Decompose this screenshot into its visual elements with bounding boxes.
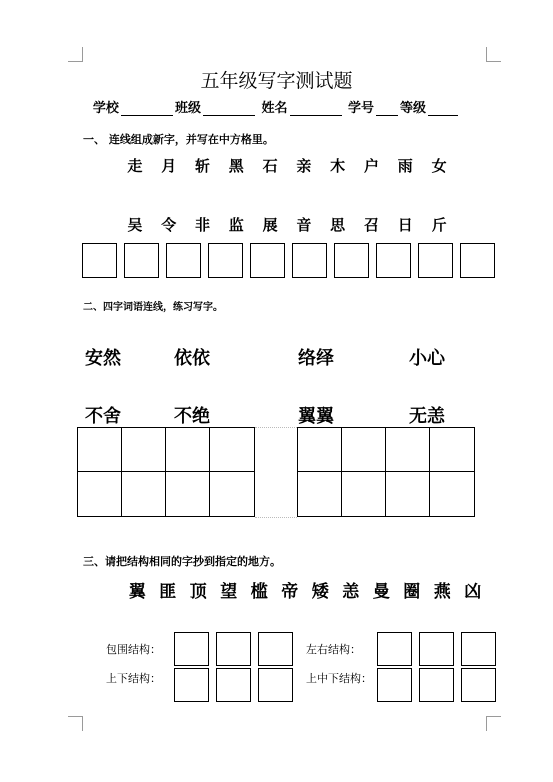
class-blank[interactable] bbox=[203, 102, 255, 116]
page-title: 五年级写字测试题 bbox=[200, 70, 353, 92]
number-label: 学号 bbox=[348, 101, 375, 116]
phrase-row-1-item-4: 小心 bbox=[409, 348, 445, 369]
box-top-mid-bottom-1[interactable] bbox=[377, 668, 412, 702]
box-top-bottom-3[interactable] bbox=[258, 668, 293, 702]
crop-mark-bottom-left bbox=[68, 716, 83, 731]
writing-box-2[interactable] bbox=[124, 243, 159, 278]
structure-char-8: 恙 bbox=[342, 582, 360, 602]
char-row-2-10: 斤 bbox=[431, 216, 447, 234]
box-enclosed-3[interactable] bbox=[258, 632, 293, 666]
char-row-2-8: 召 bbox=[363, 216, 379, 234]
char-row-1-6: 亲 bbox=[296, 157, 312, 175]
structure-char-9: 曼 bbox=[372, 582, 390, 602]
char-row-2-5: 展 bbox=[262, 216, 278, 234]
char-row-1-1: 走 bbox=[127, 157, 143, 175]
char-row-2-1: 吴 bbox=[127, 216, 143, 234]
writing-box-6[interactable] bbox=[292, 243, 327, 278]
label-enclosed-structure: 包围结构： bbox=[106, 643, 161, 656]
char-row-2-4: 监 bbox=[228, 216, 244, 234]
crop-mark-bottom-right bbox=[486, 716, 501, 731]
phrase-row-2-item-3: 翼翼 bbox=[298, 406, 334, 427]
structure-char-10: 圈 bbox=[403, 582, 421, 602]
box-enclosed-2[interactable] bbox=[216, 632, 251, 666]
char-row-1-3: 斩 bbox=[194, 157, 210, 175]
box-top-bottom-2[interactable] bbox=[216, 668, 251, 702]
char-row-1-8: 户 bbox=[363, 157, 379, 175]
char-row-1-10: 女 bbox=[431, 157, 447, 175]
section-1-row-2 bbox=[118, 214, 456, 235]
phrase-row-1-item-1: 安然 bbox=[85, 348, 121, 369]
phrase-row-2-item-2: 不绝 bbox=[174, 406, 210, 427]
school-label: 学校 bbox=[92, 101, 119, 116]
char-row-1-9: 雨 bbox=[397, 157, 413, 175]
char-row-2-3: 非 bbox=[194, 216, 210, 234]
writing-box-3[interactable] bbox=[166, 243, 201, 278]
box-enclosed-1[interactable] bbox=[174, 632, 209, 666]
name-blank[interactable] bbox=[290, 102, 342, 116]
structure-char-3: 顶 bbox=[189, 582, 207, 602]
char-row-2-9: 日 bbox=[397, 216, 413, 234]
phrase-row-2-item-4: 无恙 bbox=[409, 406, 445, 427]
box-top-mid-bottom-3[interactable] bbox=[461, 668, 496, 702]
name-label: 姓名 bbox=[261, 101, 288, 116]
phrase-row-1-item-2: 依依 bbox=[174, 348, 210, 369]
char-row-1-5: 石 bbox=[262, 157, 278, 175]
crop-mark-top-left bbox=[68, 47, 83, 62]
box-top-bottom-1[interactable] bbox=[174, 668, 209, 702]
student-info-line bbox=[0, 97, 553, 116]
grade-label: 等级 bbox=[400, 101, 427, 116]
section-2-heading: 二、四字词语连线，练习写字。 bbox=[83, 302, 223, 313]
phrase-writing-grid-right[interactable] bbox=[297, 427, 475, 517]
char-row-1-7: 木 bbox=[330, 157, 346, 175]
writing-box-5[interactable] bbox=[250, 243, 285, 278]
writing-box-10[interactable] bbox=[460, 243, 495, 278]
writing-box-1[interactable] bbox=[82, 243, 117, 278]
writing-box-9[interactable] bbox=[418, 243, 453, 278]
section-3-characters bbox=[122, 577, 488, 602]
char-row-1-4: 黑 bbox=[228, 157, 244, 175]
school-blank[interactable] bbox=[121, 102, 173, 116]
phrase-writing-grid-left[interactable] bbox=[77, 427, 255, 517]
char-row-2-2: 令 bbox=[161, 216, 177, 234]
grid-connector-dotted bbox=[255, 427, 297, 518]
structure-char-6: 帝 bbox=[281, 582, 299, 602]
class-label: 班级 bbox=[174, 101, 201, 116]
structure-char-5: 槛 bbox=[250, 582, 268, 602]
grade-blank[interactable] bbox=[428, 102, 458, 116]
structure-char-11: 燕 bbox=[433, 582, 451, 602]
phrase-row-2-item-1: 不舍 bbox=[85, 406, 121, 427]
char-row-2-7: 思 bbox=[330, 216, 346, 234]
box-left-right-1[interactable] bbox=[377, 632, 412, 666]
label-top-middle-bottom-structure: 上中下结构： bbox=[306, 672, 372, 685]
writing-box-8[interactable] bbox=[376, 243, 411, 278]
number-blank[interactable] bbox=[376, 102, 398, 116]
structure-char-7: 矮 bbox=[311, 582, 329, 602]
writing-box-4[interactable] bbox=[208, 243, 243, 278]
phrase-row-1-item-3: 络绎 bbox=[298, 348, 334, 369]
char-row-1-2: 月 bbox=[161, 157, 177, 175]
structure-char-2: 匪 bbox=[159, 582, 177, 602]
box-left-right-3[interactable] bbox=[461, 632, 496, 666]
section-1-heading: 一、 连线组成新字，并写在中方格里。 bbox=[83, 133, 274, 146]
crop-mark-top-right bbox=[486, 47, 501, 62]
structure-char-4: 望 bbox=[220, 582, 238, 602]
label-left-right-structure: 左右结构： bbox=[306, 643, 361, 656]
char-row-2-6: 音 bbox=[296, 216, 312, 234]
section-1-row-1 bbox=[118, 155, 456, 176]
writing-box-7[interactable] bbox=[334, 243, 369, 278]
box-left-right-2[interactable] bbox=[419, 632, 454, 666]
label-top-bottom-structure: 上下结构： bbox=[106, 672, 161, 685]
structure-char-12: 凶 bbox=[464, 582, 482, 602]
box-top-mid-bottom-2[interactable] bbox=[419, 668, 454, 702]
structure-char-1: 翼 bbox=[128, 582, 146, 602]
section-3-heading: 三、请把结构相同的字抄到指定的地方。 bbox=[83, 555, 281, 568]
